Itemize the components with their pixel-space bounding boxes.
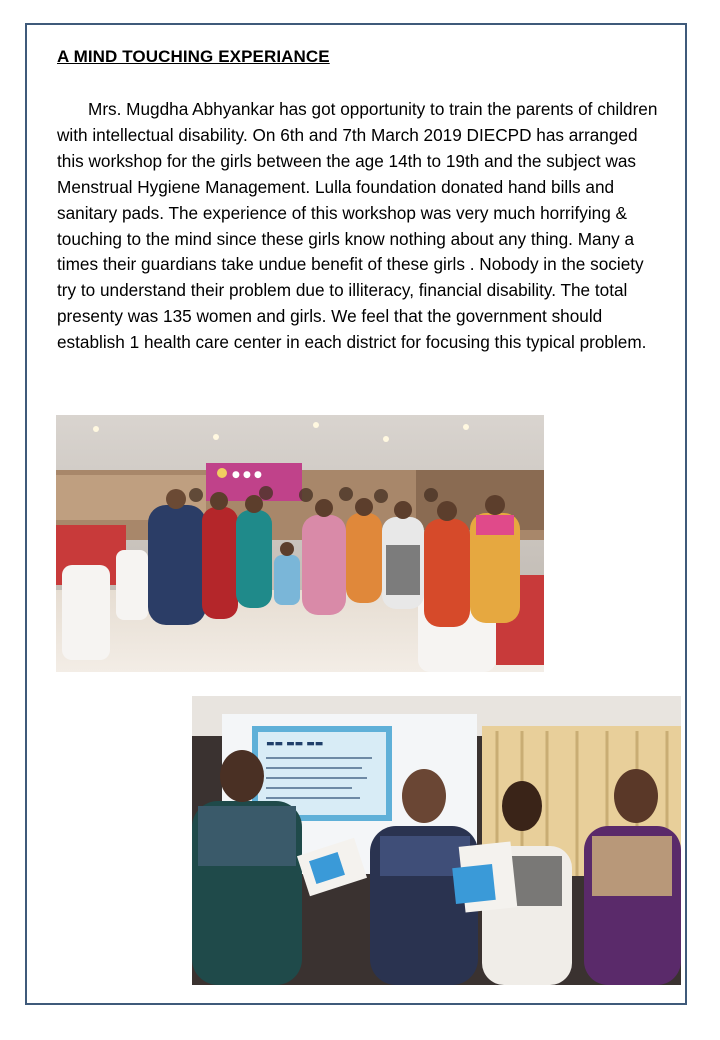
article-title: A MIND TOUCHING EXPERIANCE <box>57 47 330 66</box>
article-body: Mrs. Mugdha Abhyankar has got opportunity to train the parents of children with intellectual disability. On 6th and 7th March 2019 DIECPD has arranged this workshop for the girls between the age 14th to 19th and the subject was Menstrual Hygiene Management. Lulla foundation donated hand bills and sanitary pads. The experience of this workshop was very much horrifying & touching to the mind since these girls know nothing about any thing. Many a times their guardians take undue benefit of these girls . Nobody in the society try to understand their problem due to illiteracy, financial disability. The total presenty was 135 women and girls. We feel that the government should establish 1 health care center in each district for focusing this typical problem. <box>57 99 658 353</box>
distribution-photo <box>192 696 681 985</box>
banner-text: ● ● ● <box>232 470 262 480</box>
group-photo <box>56 415 544 672</box>
screen-text: ▬▬ ▬▬ ▬▬ <box>266 739 324 749</box>
